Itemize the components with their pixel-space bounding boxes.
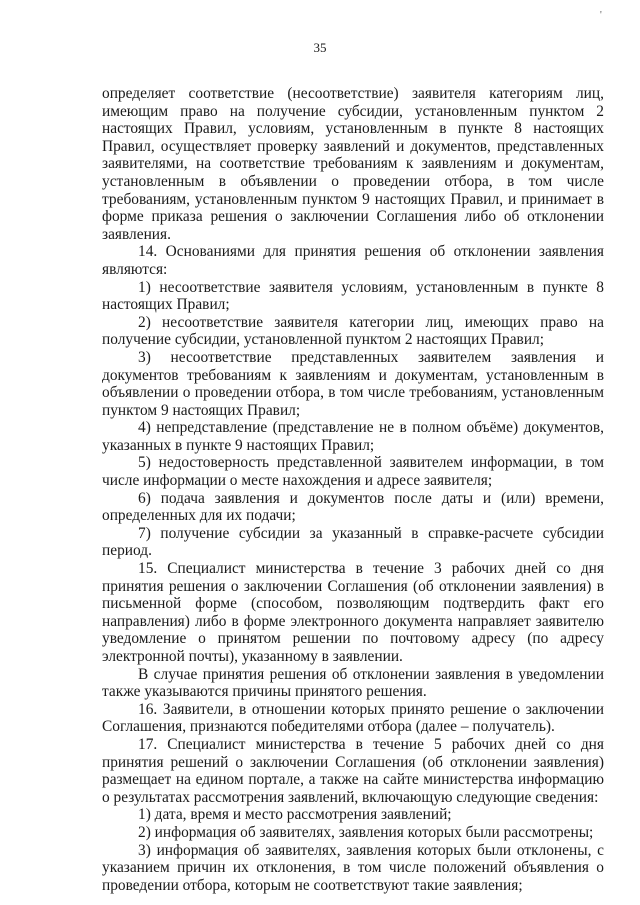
- paragraph: 7) получение субсидии за указанный в справке-расчете субсидии период.: [102, 524, 604, 560]
- document-body: [102, 85, 604, 894]
- paragraph: 1) дата, время и место рассмотрения заявлений;: [138, 806, 452, 824]
- paragraph: 4) непредставление (представление не в полном объёме) документов, указанных в пункте 9 настоящих Правил;: [102, 419, 604, 454]
- paragraph: 5) недостоверность представленной заявителем информации, в том числе информации о месте нахождения и адресе заявителя;: [102, 454, 604, 490]
- paragraph: 2) несоответствие заявителя категории лиц, имеющих право на получение субсидии, установленной пунктом 2 настоящих Правил;: [102, 313, 604, 349]
- paragraph: 2) информация об заявителях, заявления которых были рассмотрены;: [138, 823, 594, 841]
- paragraph: 6) подача заявления и документов после даты и (или) времени, определенных для их подачи;: [102, 489, 604, 525]
- paragraph: 3) несоответствие представленных заявителем заявления и документов требованиям к заявлениям и документам, установленным в объявлении о проведении отбора, в том числе требованиям, установленным пунктом 9 настоящих Правил;: [102, 348, 604, 419]
- scan-mark: ': [600, 10, 602, 21]
- paragraph: В случае принятия решения об отклонении заявления в уведомлении также указываются причины принятого решения.: [102, 665, 604, 701]
- paragraph: 15. Специалист министерства в течение 3 рабочих дней со дня принятия решения о заключении Соглашения (об отклонении заявления) в письменной форме (способом, позволяющим подтвердить факт его направления) либо в форме электронного документа направляет заявителю уведомление о принятом решении по почтовому адресу (по адресу электронной почты), указанному в заявлении.: [102, 560, 604, 665]
- paragraph: 1) несоответствие заявителя условиям, установленным в пункте 8 настоящих Правил;: [102, 278, 604, 314]
- paragraph: 3) информация об заявителях, заявления которых были отклонены, с указанием причин их отклонения, в том числе положений объявления о проведении отбора, которым не соответствуют такие заявления;: [102, 841, 604, 894]
- page-number: 35: [313, 40, 327, 55]
- paragraph: 16. Заявители, в отношении которых принято решение о заключении Соглашения, признаются победителями отбора (далее – получатель).: [102, 700, 604, 736]
- paragraph: 14. Основаниями для принятия решения об отклонении заявления являются:: [102, 243, 604, 278]
- paragraph: определяет соответствие (несоответствие) заявителя категориям лиц, имеющим право на получение субсидии, установленным пунктом 2 настоящих Правил, условиям, установленным в пункте 8 настоящих Правил, осуществляет проверку заявлений и документов, представленных заявителями, на соответствие требованиям к заявлениям и документам, установленным в объявлении о проведении отбора, в том числе требованиям, установленным пунктом 9 настоящих Правил, и принимает в форме приказа решения о заключении Соглашения либо об отклонении заявления.: [102, 85, 604, 243]
- paragraph: 17. Специалист министерства в течение 5 рабочих дней со дня принятия решений о заключении Соглашения (об отклонении заявления) размещает на едином портале, а также на сайте министерства информацию о результатах рассмотрения заявлений, включающую следующие сведения:: [102, 735, 604, 806]
